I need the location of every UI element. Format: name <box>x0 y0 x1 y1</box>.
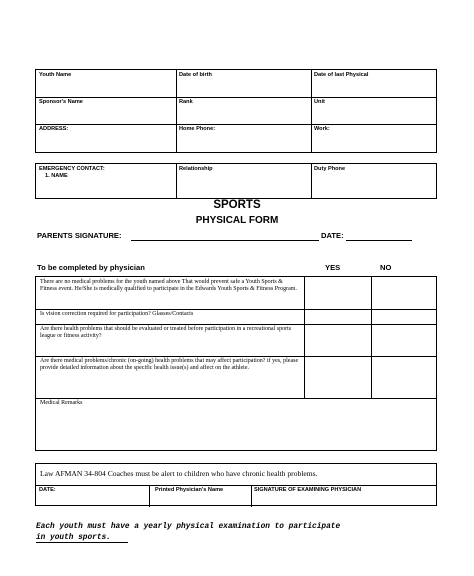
yes-checkbox-q3[interactable] <box>304 324 371 356</box>
emergency-contact-field[interactable] <box>36 164 108 182</box>
parents-signature-label: PARENTS SIGNATURE: <box>37 231 122 240</box>
question-health-problems-evaluation: Are there health problems that should be evaluated or treated before participation in a recreational sports league or fitness activity? <box>40 326 292 340</box>
yes-checkbox-q4[interactable] <box>304 356 371 398</box>
duty-phone-field[interactable]: Duty Phone <box>314 166 346 172</box>
yes-column-label: YES <box>325 263 341 272</box>
physician-section-heading: To be completed by physician <box>37 263 145 272</box>
printed-physician-name-field[interactable]: Printed Physician's Name <box>155 487 224 493</box>
footer-note-line2: in youth sports. <box>36 534 111 542</box>
unit-field[interactable]: Unit <box>314 99 325 105</box>
parents-signature-line[interactable] <box>131 240 319 241</box>
medical-remarks-label: Medical Remarks <box>40 400 83 406</box>
question-chronic-health-problems: Are there medical problems/chronic (on-going) health problems that may affect participation? if yes, please provide detailed information about the specific health issue(s) and affect on the athlete. <box>40 358 299 372</box>
yes-checkbox-q2[interactable] <box>304 309 371 324</box>
no-checkbox-q2[interactable] <box>371 309 438 324</box>
info-table <box>35 69 437 153</box>
no-checkbox-q1[interactable] <box>371 277 438 309</box>
question-vision-correction: Is vision correction required for participation? Glasses/Contacts <box>40 311 194 317</box>
parents-date-line[interactable] <box>346 240 412 241</box>
relationship-field[interactable]: Relationship <box>179 166 213 172</box>
rank-field[interactable]: Rank <box>179 99 193 105</box>
form-subtitle: PHYSICAL FORM <box>195 215 279 226</box>
footer-note-line1: Each youth must have a yearly physical examination to participate <box>36 523 341 531</box>
emergency-name-label: 1. NAME <box>45 173 68 179</box>
home-phone-field[interactable]: Home Phone: <box>179 126 216 132</box>
form-title: SPORTS <box>213 199 261 211</box>
medical-remarks-field[interactable] <box>36 398 436 450</box>
parents-date-label: DATE: <box>321 231 344 240</box>
law-notice-text: Law AFMAN 34-804 Coaches must be alert to children who have chronic health problems. <box>40 469 318 478</box>
date-last-physical-field[interactable]: Date of last Physical <box>314 72 369 78</box>
question-no-medical-problems: There are no medical problems for the youth named above That would prevent safe a Youth Sports & Fitness event. He/She is medically qualified to participate in the Edwards Youth Sports & Fitness Program. <box>40 279 297 293</box>
physician-question-table <box>35 276 437 451</box>
physician-signature-field[interactable]: SIGNATURE OF EXAMINING PHYSICIAN <box>254 487 362 493</box>
emergency-contact-label: EMERGENCY CONTACT: <box>39 166 105 172</box>
yes-checkbox-q1[interactable] <box>304 277 371 309</box>
address-field[interactable]: ADDRESS: <box>39 126 69 132</box>
no-checkbox-q3[interactable] <box>371 324 438 356</box>
emergency-contact-table <box>35 163 437 199</box>
physician-signature-table <box>35 463 437 506</box>
no-checkbox-q4[interactable] <box>371 356 438 398</box>
physician-date-field[interactable]: DATE: <box>39 487 56 493</box>
date-of-birth-field[interactable]: Date of birth <box>179 72 212 78</box>
work-phone-field[interactable]: Work: <box>314 126 330 132</box>
youth-name-field[interactable]: Youth Name <box>39 72 72 78</box>
no-column-label: NO <box>380 263 392 272</box>
sponsor-name-field[interactable]: Sponsor's Name <box>39 99 83 105</box>
footer-underline <box>36 542 128 543</box>
